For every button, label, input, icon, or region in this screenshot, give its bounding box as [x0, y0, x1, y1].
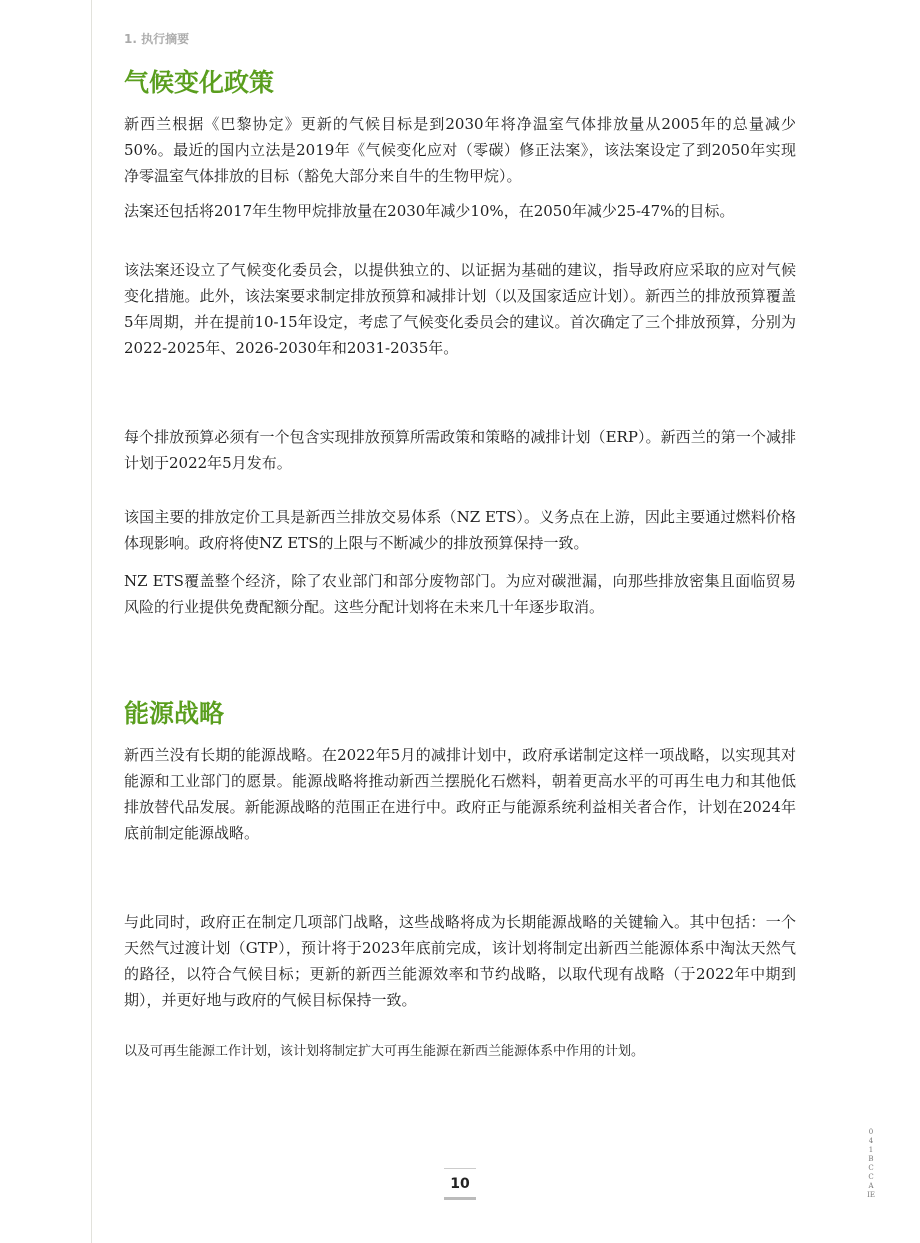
paragraph: 该法案还设立了气候变化委员会，以提供独立的、以证据为基础的建议，指导政府应采取的应对气候变化措施。此外，该法案要求制定排放预算和减排计划（以及国家适应计划）。新西兰的排放预算覆盖5年周期，并在提前10-15年设定，考虑了气候变化委员会的建议。首次确定了三个排放预算，分别为2022-2025年、2026-2030年和2031-2035年。 — [124, 261, 796, 357]
paragraph: 新西兰没有长期的能源战略。在2022年5月的减排计划中，政府承诺制定这样一项战略，以实现其对能源和工业部门的愿景。能源战略将推动新西兰摆脱化石燃料，朝着更高水平的可再生电力和其他低排放替代品发展。新能源战略的范围正在进行中。政府正与能源系统利益相关者合作，计划在2024年底前制定能源战略。 — [124, 746, 796, 842]
paragraph: NZ ETS覆盖整个经济，除了农业部门和部分废物部门。为应对碳泄漏，向那些排放密集且面临贸易风险的行业提供免费配额分配。这些分配计划将在未来几十年逐步取消。 — [124, 572, 796, 616]
side-code-char: B — [868, 1155, 874, 1163]
paragraph: 与此同时，政府正在制定几项部门战略，这些战略将成为长期能源战略的关键输入。其中包括：一个天然气过渡计划（GTP），预计将于2023年底前完成，该计划将制定出新西兰能源体系中淘汰天然气的路径，以符合气候目标；更新的新西兰能源效率和节约战略，以取代现有战略（于2022年中期到期），并更好地与政府的气候目标保持一致。 — [124, 913, 796, 1009]
side-code-char: 0 — [868, 1128, 874, 1136]
page-number-bar — [444, 1197, 476, 1200]
margin-rule — [91, 0, 92, 1243]
side-code-char: C — [868, 1173, 874, 1181]
page-number-rule — [444, 1168, 476, 1169]
paragraph: 该国主要的排放定价工具是新西兰排放交易体系（NZ ETS）。义务点在上游，因此主要通过燃料价格体现影响。政府将使NZ ETS的上限与不断减少的排放预算保持一致。 — [124, 508, 796, 552]
page-number: 10 — [450, 1176, 470, 1192]
paragraph: 新西兰根据《巴黎协定》更新的气候目标是到2030年将净温室气体排放量从2005年的总量减少50%。最近的国内立法是2019年《气候变化应对（零碳）修正法案》，该法案设定了到2050年实现净零温室气体排放的目标（豁免大部分来自牛的生物甲烷）。 — [124, 115, 796, 185]
side-code — [864, 1128, 878, 1200]
side-code-char: C — [868, 1164, 874, 1172]
paragraph: 法案还包括将2017年生物甲烷排放量在2030年减少10%，在2050年减少25-47%的目标。 — [124, 202, 735, 220]
side-code-char: 1 — [868, 1146, 874, 1154]
section-label: 1. 执行摘要 — [124, 32, 190, 46]
side-code-char: 4 — [868, 1137, 874, 1145]
heading-climate-policy: 气候变化政策 — [124, 68, 275, 97]
paragraph: 每个排放预算必须有一个包含实现排放预算所需政策和策略的减排计划（ERP）。新西兰的第一个减排计划于2022年5月发布。 — [124, 428, 796, 472]
side-code-char: A — [868, 1182, 874, 1190]
side-code-char: IE — [867, 1191, 875, 1199]
paragraph: 以及可再生能源工作计划，该计划将制定扩大可再生能源在新西兰能源体系中作用的计划。 — [124, 1044, 645, 1059]
heading-energy-strategy: 能源战略 — [124, 699, 225, 728]
